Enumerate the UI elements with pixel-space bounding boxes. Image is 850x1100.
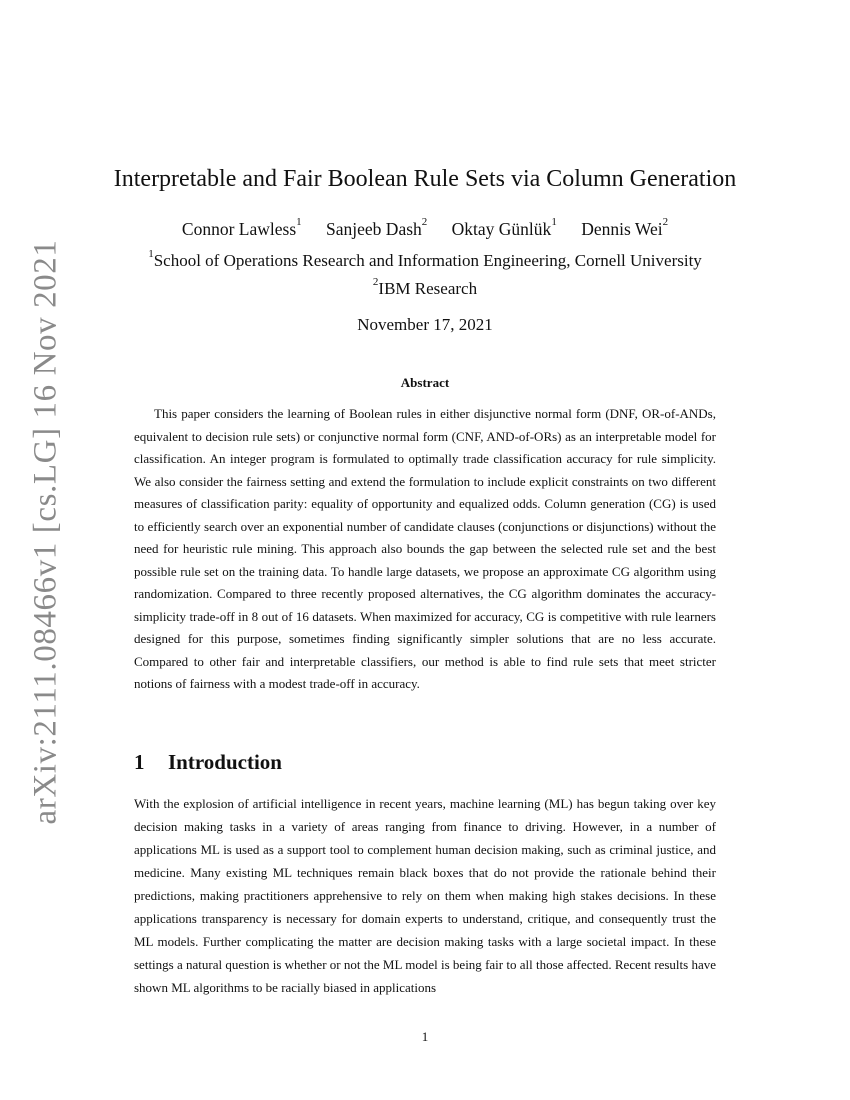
author — [581, 216, 669, 240]
author — [451, 216, 557, 240]
affiliation-mark: 1 — [148, 248, 154, 260]
section-number: 1 — [134, 750, 145, 774]
affiliation-ibm — [0, 276, 850, 299]
author-name: Oktay Günlük — [451, 219, 552, 239]
author-name: Dennis Wei — [581, 219, 663, 239]
author — [181, 216, 302, 240]
author-affiliation-mark: 2 — [662, 216, 669, 228]
author-list — [0, 216, 850, 240]
publication-date: November 17, 2021 — [357, 315, 493, 334]
section-heading-introduction — [134, 750, 282, 775]
affiliation-text: School of Operations Research and Information Engineering, Cornell University — [153, 251, 702, 270]
page-number: 1 — [421, 1029, 429, 1044]
affiliation-mark: 2 — [372, 276, 379, 288]
affiliation-cornell — [0, 248, 850, 271]
abstract-text: This paper considers the learning of Boolean rules in either disjunctive normal form (DNF, OR-of-ANDs, equivalent to decision rule sets) or conjunctive normal form (CNF, AND-of-ORs) as an interpretable model for classification. An integer program is formulated to optimally trade classification accuracy for rule simplicity. We also consider the fairness setting and extend the formulation to include explicit constraints on two different measures of classification parity: equality of opportunity and equalized odds. Column generation (CG) is used to efficiently search over an exponential number of candidate clauses (conjunctions or disjunctions) without the need for heuristic rule mining. This approach also bounds the gap between the selected rule set and the best possible rule set on the training data. To handle large datasets, we propose an approximate CG algorithm using randomization. Compared to three recently proposed alternatives, the CG algorithm dominates the accuracy-simplicity trade-off in 8 out of 16 datasets. When maximized for accuracy, CG is competitive with rule learners designed for this purpose, sometimes finding significantly simpler solutions that are no less accurate. Compared to other fair and interpretable classifiers, our method is able to find rule sets that meet stricter notions of fairness with a modest trade-off in accuracy. — [134, 406, 716, 691]
author-affiliation-mark: 2 — [421, 216, 428, 228]
author — [326, 216, 428, 240]
introduction-text: With the explosion of artificial intelligence in recent years, machine learning (ML) has begun taking over key decision making tasks in a variety of areas ranging from finance to driving. However, in a number of applications ML is used as a support tool to complement human decision making, such as criminal justice, and medicine. Many existing ML techniques remain black boxes that do not provide the rationale behind their predictions, making practitioners apprehensive to rely on them when making high stakes decisions. In these applications transparency is necessary for domain experts to understand, critique, and consequently trust the ML models. Further complicating the matter are decision making tasks with a large societal impact. In these settings a natural question is whether or not the ML model is being fair to all those affected. Recent results have shown ML algorithms to be racially biased in applications — [134, 796, 716, 995]
author-name: Sanjeeb Dash — [326, 219, 422, 239]
arxiv-identifier: arXiv:2111.08466v1 [cs.LG] 16 Nov 2021 — [27, 239, 64, 825]
author-name: Connor Lawless — [181, 219, 297, 239]
section-title: Introduction — [168, 750, 282, 774]
paper-title: Interpretable and Fair Boolean Rule Sets via Column Generation — [113, 166, 737, 192]
author-affiliation-mark: 1 — [551, 216, 557, 228]
abstract-heading: Abstract — [400, 375, 450, 390]
author-affiliation-mark: 1 — [296, 216, 302, 228]
affiliation-text: IBM Research — [378, 279, 478, 298]
